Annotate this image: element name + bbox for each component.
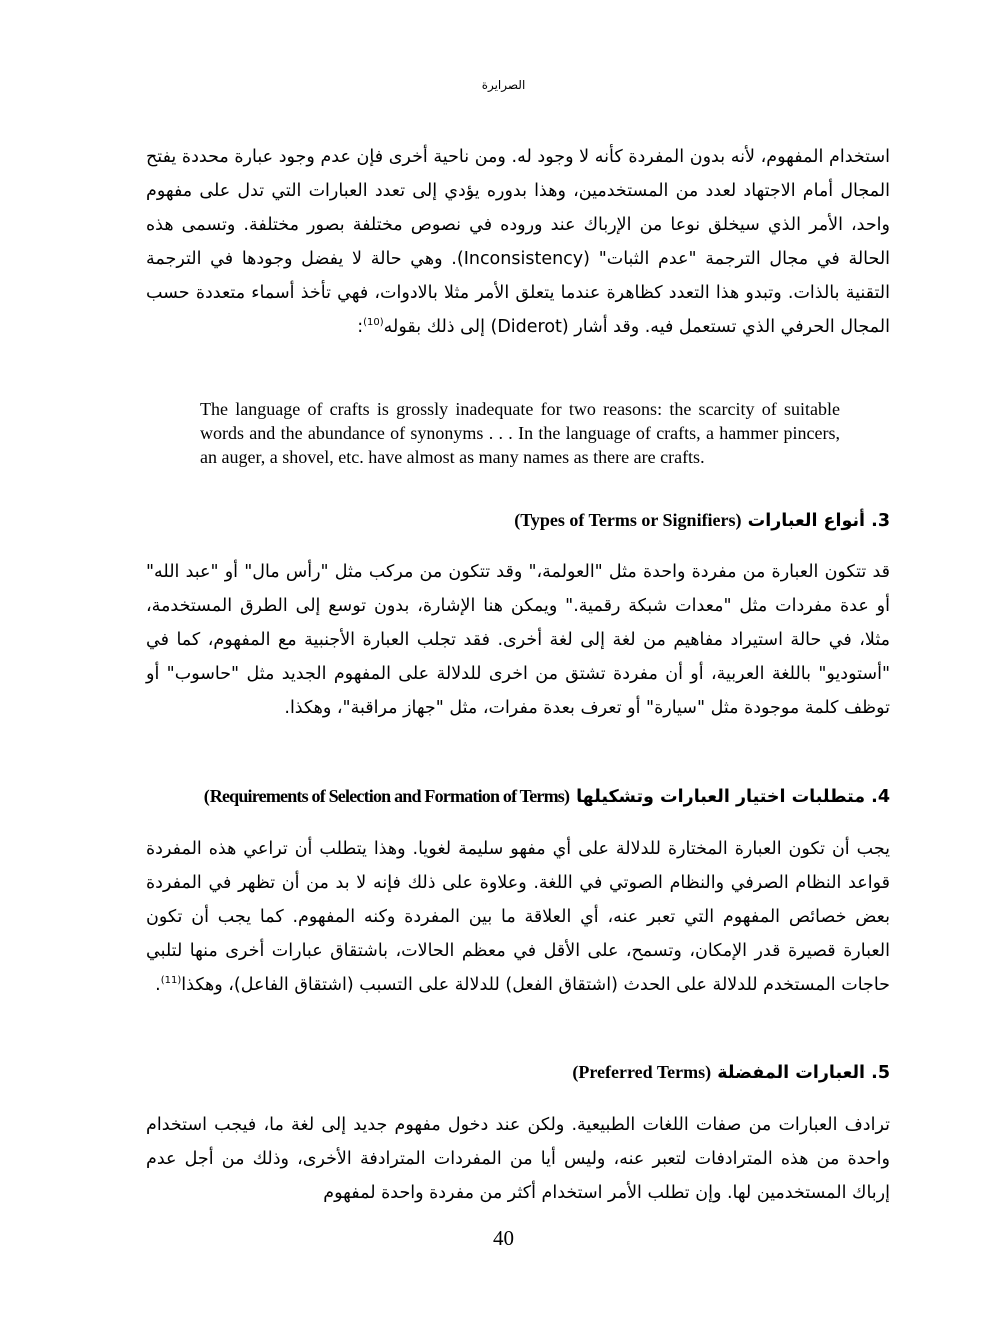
paragraph-punct: . bbox=[155, 975, 161, 995]
section-title-arabic: أنواع العبارات bbox=[747, 511, 866, 531]
paragraph-types: قد تتكون العبارة من مفردة واحدة مثل "العولمة،" وقد تتكون من مركب مثل "رأس مال" أو "عبد الله" أو عدة مفردات مثل "معدات شبكة رقمية." ويمكن هنا الإشارة، بدون توسع إلى الطرق المستخدمة، مثلا، في حالة استيراد مفاهيم من لغة إلى لغة أخرى. فقد تجلب العبارة الأجنبية مع المفهوم، كما في "أستوديو" باللغة العربية، أو أن مفردة تشتق من اخرى للدلالة على المفهوم الجديد مثل "حاسوب" أو توظف كلمة موجودة مثل "سيارة" أو تعرف بعدة مفرات، مثل "جهاز مراقبة"، وهكذا. bbox=[146, 562, 890, 718]
paragraph-preferred: ترادف العبارات من صفات اللغات الطبيعية. ولكن عند دخول مفهوم جديد إلى لغة ما، فيجب استخدام واحدة من هذه المترادفات لتعبر عنه، وليس أيا من المفردات المترادفة الأخرى، وذلك من أجل عدم إرباك المستخدمين لها. وإن تطلب الأمر استخدام أكثر من مفردة واحدة لمفهوم bbox=[146, 1115, 890, 1203]
page-number: 40 bbox=[493, 1226, 514, 1250]
paragraph-requirements bbox=[146, 832, 890, 1002]
section-title-english: (Types of Terms or Signifiers) bbox=[514, 510, 742, 530]
section-heading-types bbox=[146, 510, 890, 531]
running-header: الصرايرة bbox=[481, 78, 526, 92]
footnote-ref-11: (11) bbox=[160, 975, 182, 987]
section-number: 4. bbox=[871, 787, 890, 807]
section-heading-preferred bbox=[146, 1062, 890, 1083]
section-title-english: (Requirements of Selection and Formation of Terms) bbox=[203, 786, 570, 806]
section-title-arabic: متطلبات اختيار العبارات وتشكيلها bbox=[576, 787, 866, 807]
section-number: 5. bbox=[871, 1063, 890, 1083]
section-title-english: (Preferred Terms) bbox=[572, 1062, 712, 1082]
paragraph-inconsistency bbox=[146, 140, 890, 344]
footnote-ref-10: (10) bbox=[363, 317, 384, 329]
paragraph-text: استخدام المفهوم، لأنه بدون المفردة كأنه لا وجود له. ومن ناحية أخرى فإن عدم وجود عبارة محددة يفتح المجال أمام الاجتهاد لعدد من المستخدمين، وهذا بدوره يؤدي إلى تعدد العبارات التي تدل على مفهوم واحد، الأمر الذي سيخلق نوعا من الإرباك عند وروده في نصوص مختلفة بصور مختلفة. وتسمى هذه الحالة في مجال الترجمة "عدم الثبات" (Inconsistency). وهي حالة لا يفضل وجودها في الترجمة التقنية بالذات. وتبدو هذا التعدد كظاهرة عندما يتعلق الأمر مثلا بالادوات، فهي تأخذ أسماء متعددة حسب المجال الحرفي الذي تستعمل فيه. وقد أشار (Diderot) إلى ذلك بقوله bbox=[146, 147, 891, 337]
paragraph-text: يجب أن تكون العبارة المختارة للدلالة على أي مفهو سليمة لغويا. وهذا يتطلب أن تراعي هذه المفردة قواعد النظام الصرفي والنظام الصوتي في اللغة. وعلاوة على ذلك فإنه لا بد من أن تظهر في المفردة بعض خصائص المفهوم التي تعبر عنه، أي العلاقة ما بين المفردة وكنه المفهوم. كما يجب أن تكون العبارة قصيرة قدر الإمكان، وتسمح، على الأقل في معظم الحالات، باشتقاق عبارات أخرى منها لتلبي حاجات المستخدم للدلالة على الحدث (اشتقاق الفعل) للدلالة على التسبب (اشتقاق الفاعل)، وهكذا bbox=[146, 839, 890, 995]
section-title-arabic: العبارات المفضلة bbox=[717, 1063, 866, 1083]
paragraph-punct: : bbox=[357, 317, 364, 337]
section-number: 3. bbox=[871, 511, 890, 531]
section-heading-requirements bbox=[146, 786, 890, 807]
block-quote-diderot: The language of crafts is grossly inadequate for two reasons: the scarcity of suitable words and the abundance of synonyms . . . In the language of crafts, a hammer pincers, an auger, a shovel, etc. have almost as many names as there are crafts. bbox=[200, 399, 840, 467]
